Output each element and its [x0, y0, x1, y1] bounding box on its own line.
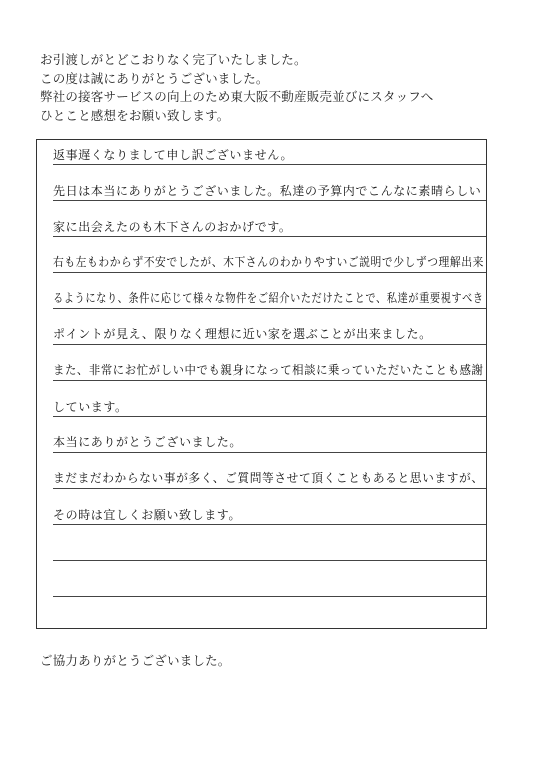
ruled-line: [53, 596, 486, 597]
handwritten-line-8: しています。: [53, 400, 128, 414]
handwritten-line-11: その時は宜しくお願い致します。: [53, 508, 242, 522]
handwritten-line-10: まだまだわからない事が多く、ご質問等させて頂くこともあると思いますが、: [53, 471, 484, 485]
intro-line-2: この度は誠にありがとうございました。: [40, 70, 269, 86]
handwritten-line-3: 家に出会えたのも木下さんのおかげです。: [53, 220, 292, 234]
intro-line-4: ひとこと感想をお願い致します。: [40, 107, 230, 123]
handwritten-line-1: 返事遅くなりまして申し訳ございません。: [53, 148, 294, 162]
closing-text: ご協力ありがとうございました。: [40, 653, 231, 668]
handwritten-line-4: 右も左もわからず不安でしたが、木下さんのわかりやすいご説明で少しずつ理解出来: [53, 255, 484, 269]
ruled-line: [53, 488, 486, 489]
handwritten-line-2: 先日は本当にありがとうございました。私達の予算内でこんなに素晴らしい: [53, 184, 482, 198]
ruled-line: [53, 200, 486, 201]
comment-box: [36, 139, 487, 629]
ruled-line: [53, 416, 486, 417]
intro-text: [40, 51, 433, 125]
ruled-line: [53, 308, 486, 309]
handwritten-line-5: るようになり、条件に応じて様々な物件をご紹介いただけたことで、私達が重要視すべき: [53, 291, 484, 305]
ruled-line: [53, 236, 486, 237]
ruled-line: [53, 380, 486, 381]
handwritten-line-7: また、非常にお忙がしい中でも親身になって相談に乗っていただいたことも感謝: [53, 363, 484, 377]
handwritten-line-6: ポイントが見え、限りなく理想に近い家を選ぶことが出来ました。: [53, 327, 432, 341]
ruled-line: [53, 272, 486, 273]
intro-line-3: 弊社の接客サービスの向上のため東大阪不動産販売並びにスタッフへ: [40, 89, 434, 104]
ruled-line: [53, 524, 486, 525]
intro-line-1: お引渡しがとどこおりなく完了いたしました。: [40, 52, 307, 67]
ruled-line: [53, 164, 486, 165]
handwritten-line-9: 本当にありがとうございました。: [53, 435, 243, 449]
ruled-line: [53, 452, 486, 453]
ruled-line: [53, 344, 486, 345]
ruled-line: [53, 560, 486, 561]
